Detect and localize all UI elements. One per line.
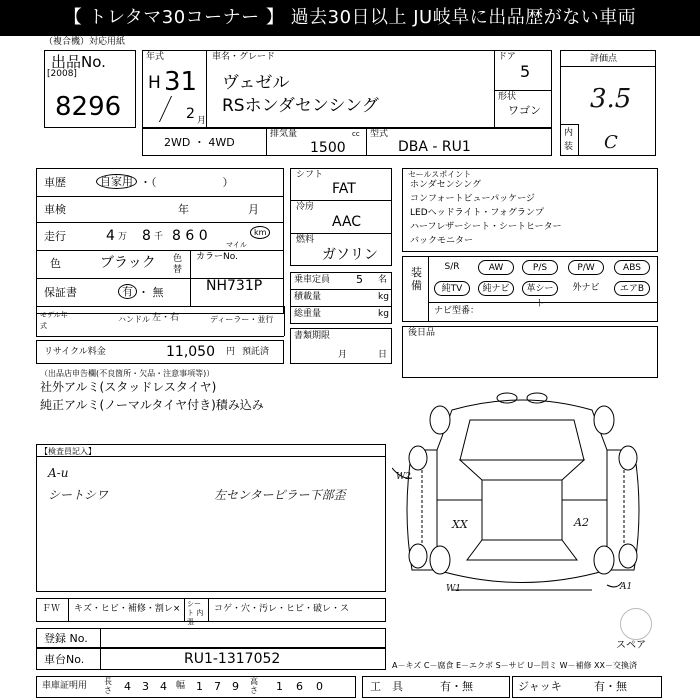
spare-label: スペア — [616, 640, 646, 651]
divider — [36, 456, 386, 457]
cert-label: 車庫証明用 — [42, 681, 88, 691]
divider — [290, 289, 392, 290]
sales-point-item: LEDヘッドライト・フォグランプ — [410, 208, 544, 218]
equip-ps: P/S — [522, 260, 558, 275]
recycle-label: リサイクル料金 — [44, 347, 106, 357]
tools-label: 工 具 — [370, 680, 403, 693]
inspection-year-unit: 年 — [178, 203, 189, 216]
total-weight-label: 総重量 — [294, 309, 322, 319]
reg-no-row — [36, 628, 386, 648]
divider — [366, 128, 367, 156]
year-month: 2 — [186, 106, 195, 122]
grade-label: 評価点 — [590, 54, 618, 64]
wheel-front-right — [594, 406, 614, 434]
sales-points-label: セールスポイント — [408, 170, 472, 179]
chassis-value: RU1-1317052 — [184, 651, 281, 667]
inspector-box — [36, 444, 386, 592]
fuel-value: ガソリン — [322, 247, 378, 263]
car-roof — [482, 480, 562, 540]
divider — [36, 306, 284, 307]
warranty-yes: 有 — [118, 284, 137, 299]
equip-pw: P/W — [568, 260, 604, 275]
equip-tv: 純TV — [434, 281, 470, 296]
fw-items: キズ・ヒビ・補修・割レ× — [74, 604, 181, 614]
cert-length-label: 長さ — [104, 677, 112, 695]
divider — [578, 124, 579, 156]
divider — [36, 306, 37, 336]
inspection-label: 車検 — [44, 203, 66, 216]
model-label: 車名・グレード — [212, 52, 276, 62]
equipment-label: 装備 — [411, 266, 422, 292]
interior-label-top: 内 — [564, 128, 574, 138]
load-unit: kg — [378, 292, 389, 302]
equip-abs: ABS — [614, 260, 650, 275]
mileage-label: 走行 — [44, 230, 66, 243]
lot-label: 出品No. — [51, 53, 106, 71]
inspector-note3: 左センターピラー下部歪 — [214, 488, 346, 502]
shift-label: シフト — [296, 170, 324, 180]
divider — [284, 306, 285, 336]
wheel-front-left — [430, 406, 450, 434]
fw-label: ＦＷ — [42, 604, 61, 614]
divider — [290, 200, 392, 201]
tools-value: 有・無 — [440, 680, 473, 693]
dealer-label: ディーラー・並行 — [210, 315, 274, 324]
mirror-front-right — [527, 393, 547, 403]
later-fitted-label: 後日品 — [408, 328, 436, 338]
model-year-label: モデル年式 — [40, 311, 68, 330]
wheel-side-right-rear — [619, 544, 637, 568]
sales-point-item: バックモニター — [410, 236, 474, 246]
color-code-label: カラーNo. — [196, 252, 238, 262]
model-grade: RSホンダセンシング — [222, 96, 379, 116]
total-weight-unit: kg — [378, 309, 389, 319]
capacity-value: 5 — [356, 273, 363, 286]
capacity-unit: 名 — [378, 275, 388, 285]
spare-tire-icon — [620, 608, 652, 640]
divider — [290, 233, 392, 234]
displacement-value: 1500 — [310, 140, 346, 156]
mark-w1: W1 — [446, 584, 461, 594]
year-label: 年式 — [146, 52, 165, 62]
model-code-label: 型式 — [370, 129, 389, 139]
reg-no-label: 登録 No. — [44, 632, 88, 645]
inspection-month-unit: 月 — [248, 203, 259, 216]
interior-value: C — [604, 132, 618, 153]
registration-day: 日 — [378, 350, 388, 360]
registration-month: 月 — [338, 350, 348, 360]
load-label: 積載量 — [294, 292, 322, 302]
body-type-label: 形状 — [498, 92, 517, 102]
color-label: 色 — [50, 257, 61, 270]
cert-length-2: 3 — [142, 680, 149, 693]
interior-label-bottom: 装 — [564, 142, 574, 152]
aircon-value: AAC — [332, 214, 362, 230]
wheel-side-left-front — [409, 446, 427, 470]
banner: 【 トレタマ30コーナー 】 過去30日以上 JU岐阜に出品歴がない車両 — [0, 0, 700, 36]
equip-ext-navi: 外ナビ — [572, 283, 600, 293]
grade-score-value: 3.5 — [590, 84, 632, 114]
mark-xx: XX — [452, 518, 468, 531]
equip-airbag: エアB — [614, 281, 650, 296]
color-value: ブラック — [100, 255, 156, 271]
cert-width-1: 1 — [196, 680, 203, 693]
car-body-outline — [437, 400, 607, 583]
equip-sr: S/R — [444, 262, 460, 272]
damage-legend: A－キズ C－腐食 E－エクボ S－サビ U－凹ミ W－補修 XX－交換済 — [392, 661, 638, 670]
history-value: 自家用 — [96, 174, 137, 189]
equip-aw: AW — [478, 260, 514, 275]
lot-box — [44, 50, 136, 128]
mark-w2: W2 — [396, 472, 411, 482]
lot-number: 8296 — [55, 92, 122, 122]
doors-label: ドア — [498, 52, 516, 62]
later-fitted-box — [402, 326, 658, 378]
registration-label: 書類期限 — [294, 331, 331, 341]
wheel-side-left-rear — [409, 544, 427, 568]
year-month-unit: 月 — [197, 116, 207, 126]
model-name: ヴェゼル — [222, 73, 290, 93]
jack-value: 有・無 — [594, 680, 627, 693]
cert-height-3: 0 — [316, 680, 323, 693]
chassis-label: 車台No. — [44, 653, 85, 666]
cert-height-2: 6 — [296, 680, 303, 693]
wheel-side-right-front — [619, 446, 637, 470]
mirror-front-left — [497, 393, 517, 403]
divider — [36, 222, 284, 223]
sales-point-item: ホンダセンシング — [410, 180, 482, 190]
divider — [206, 50, 207, 128]
year-value: 31 — [164, 67, 198, 97]
equip-navi: 純ナビ — [478, 281, 514, 296]
color-change-label: 色替 — [173, 254, 183, 275]
mileage-unit: km — [250, 226, 270, 239]
divider — [36, 196, 284, 197]
mileage-digits: 8 — [142, 228, 151, 244]
divider — [184, 598, 185, 622]
history-rest: ・（ ） — [140, 176, 234, 189]
divider — [36, 336, 284, 337]
cert-width-3: 9 — [232, 680, 239, 693]
divider — [100, 628, 101, 648]
cert-height-1: 1 — [276, 680, 283, 693]
inspector-note2: シートシワ — [48, 488, 109, 502]
divider — [290, 306, 392, 307]
doors-value: 5 — [520, 62, 531, 81]
inspector-note1: A-u — [48, 466, 69, 480]
warranty-label: 保証書 — [44, 286, 77, 299]
handle-value: 左・右 — [152, 313, 180, 323]
seller-notes-label: （出品店申告欄(不良箇所・欠品・注意事項等)） — [40, 369, 215, 378]
wheel-rear-right — [594, 546, 614, 574]
mileage-sen-unit: 千 — [154, 232, 164, 242]
history-label: 車歴 — [44, 176, 66, 189]
body-type-value: ワゴン — [508, 104, 541, 117]
divider — [190, 250, 191, 306]
handle-label: ハンドル — [118, 315, 150, 324]
car-diagram — [392, 390, 654, 610]
divider — [208, 598, 209, 622]
sales-point-item: ハーフレザーシート・シートヒーター — [410, 222, 562, 232]
car-hood — [460, 420, 584, 460]
mileage-mile: マイル — [226, 241, 247, 249]
seat-items: コゲ・穴・汚レ・ヒビ・破レ・ス — [214, 604, 350, 614]
navi-model-label: ナビ型番： — [434, 306, 480, 316]
mileage-man: 4 — [106, 228, 115, 244]
fuel-label: 燃料 — [296, 235, 315, 245]
inspector-label: 【検査員記入】 — [40, 447, 96, 456]
divider — [494, 50, 495, 128]
seller-note-line2: 純正アルミ(ノーマルタイヤ付き)積み込み — [40, 398, 264, 412]
shift-value: FAT — [332, 181, 356, 197]
divider — [428, 256, 429, 322]
mileage-tail: 8 6 0 — [172, 228, 208, 244]
cert-width-2: 7 — [214, 680, 221, 693]
displacement-label: 排気量 — [270, 129, 298, 139]
car-rear-glass — [467, 540, 577, 560]
divider — [266, 128, 267, 156]
lot-year-tag: [2008] — [47, 69, 77, 79]
displacement-unit: cc — [352, 130, 360, 138]
divider — [68, 598, 69, 622]
aircon-label: 冷房 — [296, 202, 315, 212]
header-partial: （複合機）対応用紙 — [44, 37, 126, 47]
car-windshield — [460, 460, 584, 480]
drive-value: 2WD ・ 4WD — [164, 136, 235, 149]
seat-label: シート 内張 — [187, 600, 204, 626]
mark-a1: A1 — [620, 582, 633, 592]
divider — [494, 90, 552, 91]
cert-length-3: 4 — [160, 680, 167, 693]
color-code: NH731P — [206, 278, 263, 294]
jack-label: ジャッキ — [518, 680, 562, 693]
sales-point-item: コンフォートビューパッケージ — [410, 194, 535, 204]
model-code-value: DBA - RU1 — [398, 139, 471, 155]
equip-leather: 革シート — [522, 281, 558, 296]
divider — [560, 124, 578, 125]
recycle-unit: 円 — [226, 347, 236, 357]
divider — [560, 66, 656, 67]
warranty-no: ・ 無 — [138, 286, 164, 299]
divider — [100, 648, 101, 670]
recycle-value: 11,050 — [166, 344, 215, 360]
seller-note-line1: 社外アルミ(スタッドレスタイヤ) — [40, 380, 217, 394]
cert-width-label: 幅 — [176, 681, 186, 691]
cert-height-label: 高さ — [250, 677, 258, 695]
year-era: H — [148, 73, 161, 93]
mileage-man-unit: 万 — [118, 232, 128, 242]
wheel-rear-left — [430, 546, 450, 574]
capacity-label: 乗車定員 — [294, 275, 331, 285]
mark-a2: A2 — [574, 516, 589, 529]
cert-length-1: 4 — [124, 680, 131, 693]
recycle-note: 預託済 — [242, 347, 270, 357]
